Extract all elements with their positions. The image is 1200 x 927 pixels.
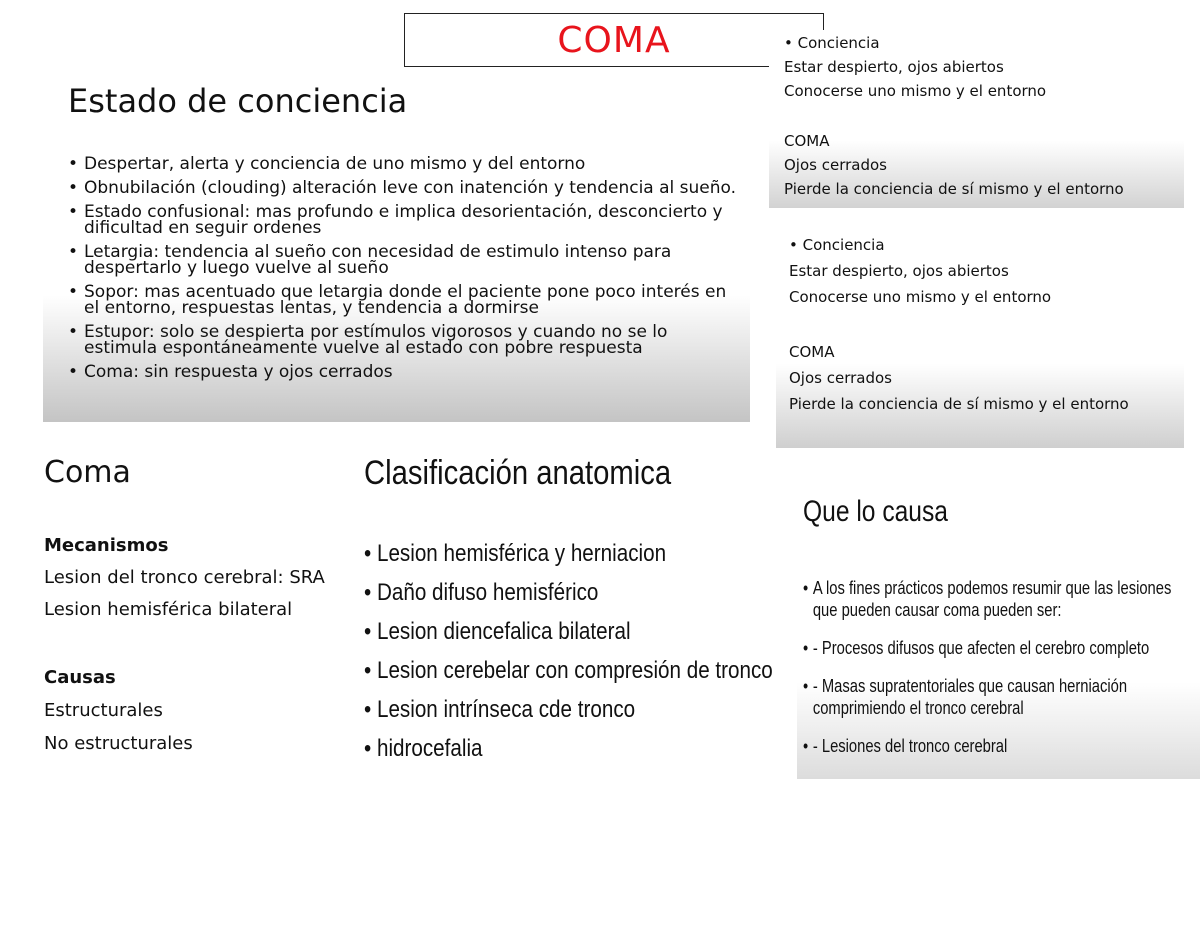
coma-label: COMA: [789, 343, 835, 361]
list-item: • Obnubilación (clouding) alteración leve con inatención y tendencia al sueño.: [68, 180, 738, 196]
coma-line-2: Pierde la conciencia de sí mismo y el entorno: [789, 395, 1129, 413]
coma-label: COMA: [784, 132, 830, 150]
list-item: • Lesion intrínseca cde tronco: [364, 696, 636, 723]
list-item: • Lesion cerebelar con compresión de tronco: [364, 657, 773, 684]
list-item: • Coma: sin respuesta y ojos cerrados: [68, 364, 738, 380]
page-title: COMA: [557, 20, 671, 61]
list-item: • Estupor: solo se despierta por estímulos vigorosos y cuando no se lo estimula espontáneamente vuelve al estado con pobre respuesta: [68, 324, 738, 356]
conciencia-line-1: Estar despierto, ojos abiertos: [784, 58, 1004, 76]
list-item: • A los fines prácticos podemos resumir que las lesiones que pueden causar coma pueden ser:: [803, 577, 1188, 621]
coma-line-1: Ojos cerrados: [789, 369, 892, 387]
conciencia-bullet: • Conciencia: [789, 236, 885, 254]
causa-list: [803, 577, 1188, 773]
mecanismos-label: Mecanismos: [44, 535, 169, 556]
coma-heading: Coma: [44, 455, 131, 490]
conciencia-line-2: Conocerse uno mismo y el entorno: [784, 82, 1047, 100]
clasificacion-list: [364, 540, 773, 774]
list-item: • Sopor: mas acentuado que letargia donde el paciente pone poco interés en el entorno, respuestas lentas, y tendencia a dormirse: [68, 284, 738, 316]
mecanismo-item: Lesion hemisférica bilateral: [44, 599, 293, 620]
causa-heading: Que lo causa: [803, 495, 948, 528]
list-item: • Lesion diencefalica bilateral: [364, 618, 631, 645]
list-item: • - Procesos difusos que afecten el cerebro completo: [803, 637, 1188, 659]
list-item: • Letargia: tendencia al sueño con necesidad de estimulo intenso para despertarlo y luego vuelve al sueño: [68, 244, 738, 276]
conciencia-line-1: Estar despierto, ojos abiertos: [789, 262, 1009, 280]
list-item: • Daño difuso hemisférico: [364, 579, 599, 606]
estado-heading: Estado de conciencia: [68, 82, 408, 120]
estado-list: [68, 156, 738, 388]
mecanismo-item: Lesion del tronco cerebral: SRA: [44, 567, 325, 588]
coma-line-2: Pierde la conciencia de sí mismo y el entorno: [784, 180, 1124, 198]
causa-item: Estructurales: [44, 700, 163, 721]
list-item: • - Masas supratentoriales que causan herniación comprimiendo el tronco cerebral: [803, 675, 1188, 719]
coma-line-1: Ojos cerrados: [784, 156, 887, 174]
list-item: • Despertar, alerta y conciencia de uno mismo y del entorno: [68, 156, 738, 172]
list-item: • Lesion hemisférica y herniacion: [364, 540, 667, 567]
list-item: • hidrocefalia: [364, 735, 483, 762]
causas-label: Causas: [44, 667, 116, 688]
list-item: • Estado confusional: mas profundo e implica desorientación, desconcierto y dificultad en seguir ordenes: [68, 204, 738, 236]
list-item: • - Lesiones del tronco cerebral: [803, 735, 1188, 757]
clasificacion-heading: Clasificación anatomica: [364, 454, 672, 492]
conciencia-bullet: • Conciencia: [784, 34, 880, 52]
causa-item: No estructurales: [44, 733, 193, 754]
conciencia-line-2: Conocerse uno mismo y el entorno: [789, 288, 1052, 306]
